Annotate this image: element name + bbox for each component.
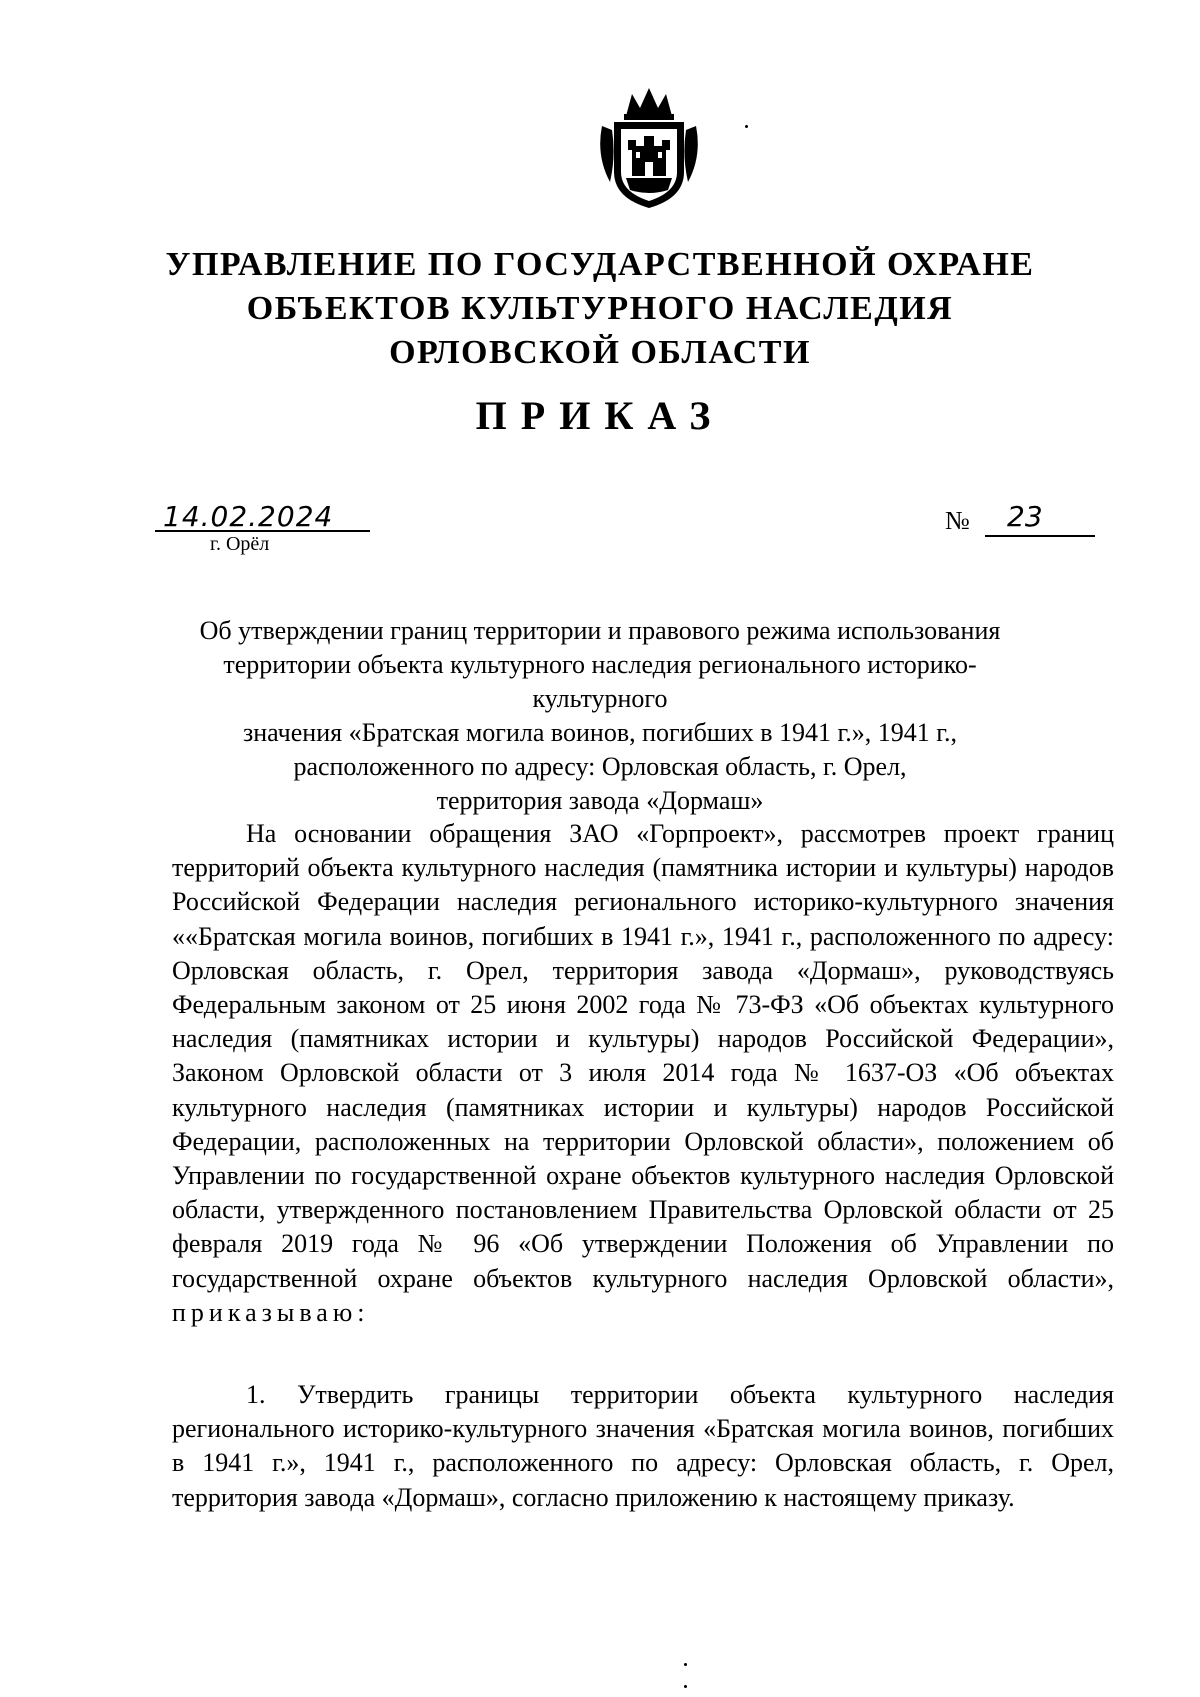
handwritten-date: 14.02.2024 xyxy=(163,500,334,533)
date-block xyxy=(155,500,370,560)
preamble-paragraph xyxy=(172,817,1114,1330)
organization-name-line: УПРАВЛЕНИЕ ПО ГОСУДАРСТВЕННОЙ ОХРАНЕ xyxy=(165,246,1035,283)
subject-line: территории объекта культурного наследия регионального историко-культурного xyxy=(223,650,977,713)
order-subject xyxy=(160,614,1040,818)
number-sign: № xyxy=(945,506,970,535)
coat-of-arms-icon xyxy=(596,86,702,210)
order-word: приказываю: xyxy=(172,1297,370,1327)
organization-name-line: ОРЛОВСКОЙ ОБЛАСТИ xyxy=(389,334,811,371)
scan-speck xyxy=(684,1663,687,1666)
organization-name xyxy=(150,243,1050,375)
scan-speck xyxy=(745,125,748,128)
city-label: г. Орёл xyxy=(210,533,270,555)
order-item-1: 1. Утвердить границы территории объекта культурного наследия регионального историко-культурного значения «Братская могила воинов, погибших в 1941 г.», 1941 г., расположенного по адресу: Орловская область, г. Орел, территория завода «Дормаш», согласно приложению к настоящему приказу. xyxy=(172,1380,1114,1512)
document-type-heading: ПРИКАЗ xyxy=(475,393,725,438)
subject-line: Об утверждении границ территории и правового режима использования xyxy=(199,616,1001,645)
order-number-block xyxy=(945,500,1095,540)
handwritten-order-number: 23 xyxy=(1007,500,1043,533)
scan-speck xyxy=(684,1685,687,1688)
date-underline xyxy=(155,530,370,532)
subject-line: расположенного по адресу: Орловская область, г. Орел, xyxy=(293,752,907,781)
organization-name-line: ОБЪЕКТОВ КУЛЬТУРНОГО НАСЛЕДИЯ xyxy=(246,290,954,327)
subject-line: территория завода «Дормаш» xyxy=(436,786,764,815)
subject-line: значения «Братская могила воинов, погибших в 1941 г.», 1941 г., xyxy=(243,718,957,747)
number-underline xyxy=(985,535,1095,537)
preamble-text: На основании обращения ЗАО «Горпроект», рассмотрев проект границ территорий объекта культурного наследия (памятника истории и культуры) народов Российской Федерации наследия регионального историко-культурного значения ««Братская могила воинов, погибших в 1941 г.», 1941 г., расположенного по адресу: Орловская область, г. Орел, территория завода «Дормаш», руководствуясь Федеральным законом от 25 июня 2002 года № 73-ФЗ «Об объектах культурного наследия (памятниках истории и культуры) народов Российской Федерации», Законом Орловской области от 3 июля 2014 года № 1637-ОЗ «Об объектах культурного наследия (памятниках истории и культуры) народов Российской Федерации, расположенных на территории Орловской области», положением об Управлении по государственной охране объектов культурного наследия Орловской области, утвержденного постановлением Правительства Орловской области от 25 февраля 2019 года № 96 «Об утверждении Положения об Управлении по государственной охране объектов культурного наследия Орловской области», xyxy=(172,819,1114,1293)
